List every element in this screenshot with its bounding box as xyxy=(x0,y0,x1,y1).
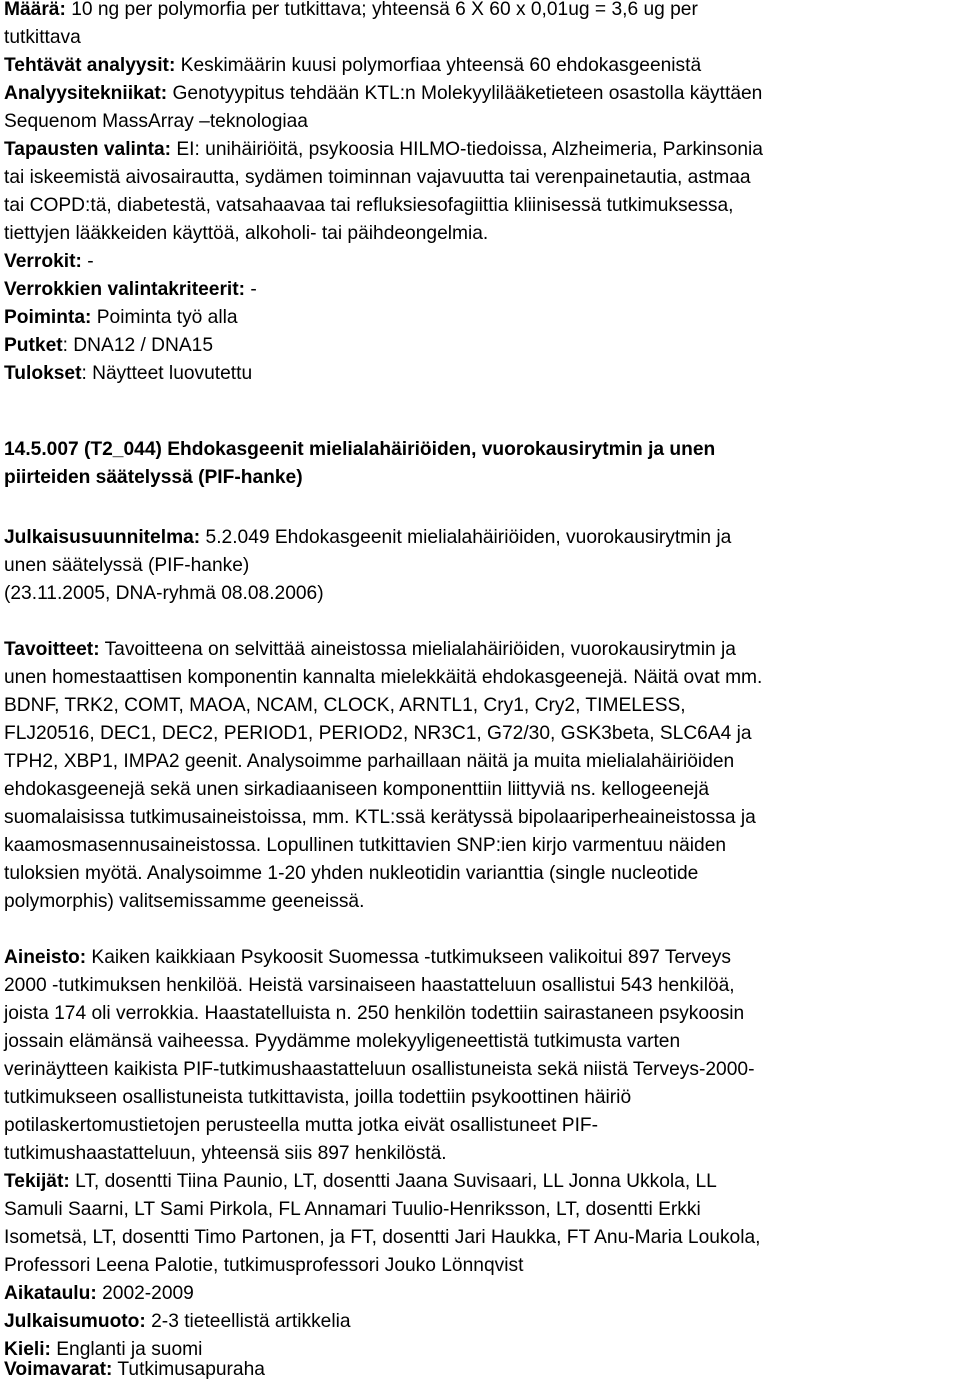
analyysi-text: Genotyypitus tehdään KTL:n Molekyylilääketieteen osastolla käyttäen xyxy=(167,83,763,104)
poiminta-line xyxy=(4,304,238,332)
aineisto-line xyxy=(4,944,731,972)
aineisto-line-5: verinäytteen kaikista PIF-tutkimushaastatteluun osallistuneista sekä niistä Terveys-2000- xyxy=(4,1059,755,1080)
verrokkien-line xyxy=(4,276,257,304)
tavoitteet-line-4: FLJ20516, DEC1, DEC2, PERIOD1, PERIOD2, NR3C1, G72/30, GSK3beta, SLC6A4 ja xyxy=(4,723,752,744)
aineisto-line-3: joista 174 oli verrokkia. Haastatelluista n. 250 henkilön todettiin sairastaneen psykoosin xyxy=(4,1003,745,1024)
aineisto-line-8: tutkimushaastatteluun, yhteensä siis 897 henkilöstä. xyxy=(4,1143,447,1164)
tavoitteet-line-2: unen homestaattisen komponentin kannalta mielekkäitä ehdokasgeenejä. Näitä ovat mm. xyxy=(4,667,763,688)
aineisto-label: Aineisto: xyxy=(4,947,87,968)
verrokit-line xyxy=(4,248,94,276)
tavoitteet-line-5: TPH2, XBP1, IMPA2 geenit. Analysoimme parhaillaan näitä ja muita mielialahäiriöiden xyxy=(4,751,735,772)
tekijat-line-3: Isometsä, LT, dosentti Timo Partonen, ja FT, dosentti Jari Haukka, FT Anu-Maria Loukola, xyxy=(4,1227,761,1248)
tekijat-label: Tekijät: xyxy=(4,1171,70,1192)
tavoitteet-line-6: ehdokasgeenejä sekä unen sirkadiaaniseen komponenttiin liittyviä ns. kellogeenejä xyxy=(4,779,710,800)
tavoitteet-label: Tavoitteet: xyxy=(4,639,100,660)
section-heading-line-1: 14.5.007 (T2_044) Ehdokasgeenit mielialahäiriöiden, vuorokausirytmin ja unen xyxy=(4,439,716,460)
tekijat-line-2: Samuli Saarni, LT Sami Pirkola, FL Annamari Tuulio-Henriksson, LT, dosentti Erkki xyxy=(4,1199,701,1220)
julkaisumuoto-label: Julkaisumuoto: xyxy=(4,1311,146,1332)
aineisto-text: Kaiken kaikkiaan Psykoosit Suomessa -tutkimukseen valikoitui 897 Terveys xyxy=(86,947,731,968)
aineisto-line-7: potilaskertomustietojen perusteella mutta jotka eivät osallistuneet PIF- xyxy=(4,1115,599,1136)
tehtavat-line xyxy=(4,52,701,80)
poiminta-text: Poiminta työ alla xyxy=(91,307,238,328)
tehtavat-text: Keskimäärin kuusi polymorfiaa yhteensä 60 ehdokasgeenistä xyxy=(175,55,702,76)
tavoitteet-line-7: suomalaisissa tutkimusaineistoissa, mm. KTL:ssä kerätyssä bipolaariperheaineistossa ja xyxy=(4,807,756,828)
aikataulu-label: Aikataulu: xyxy=(4,1283,97,1304)
tapausten-line-3: tai COPD:tä, diabetestä, vatsahaavaa tai refluksiesofagiittia kliinisessä tutkimuksessa, xyxy=(4,195,734,216)
tapausten-line xyxy=(4,136,763,164)
aikataulu-line xyxy=(4,1280,194,1308)
tehtavat-label: Tehtävät analyysit: xyxy=(4,55,176,76)
tulokset-text: : Näytteet luovutettu xyxy=(81,363,253,384)
verrokit-text: - xyxy=(81,251,94,272)
section-heading-line-2: piirteiden säätelyssä (PIF-hanke) xyxy=(4,467,303,488)
tavoitteet-line-8: kaamosmasennusaineistossa. Lopullinen tutkittavien SNP:ien kirjo varmentuu näiden xyxy=(4,835,727,856)
putket-label: Putket xyxy=(4,335,63,356)
tavoitteet-line xyxy=(4,636,736,664)
tekijat-line-4: Professori Leena Palotie, tutkimusprofessori Jouko Lönnqvist xyxy=(4,1255,524,1276)
tekijat-line xyxy=(4,1168,717,1196)
analyysi-label: Analyysitekniikat: xyxy=(4,83,168,104)
tavoitteet-line-10: polymorphis) valitsemissamme geeneissä. xyxy=(4,891,365,912)
tavoitteet-line-9: tuloksien myötä. Analysoimme 1-20 yhden nukleotidin varianttia (single nucleotide xyxy=(4,863,699,884)
voimavarat-text: Tutkimusapuraha xyxy=(112,1359,265,1380)
analyysi-line xyxy=(4,80,762,108)
maara-line xyxy=(4,0,698,24)
tavoitteet-text: Tavoitteena on selvittää aineistossa mielialahäiriöiden, vuorokausirytmin ja xyxy=(99,639,736,660)
julkaisusuunnitelma-line xyxy=(4,524,731,552)
kieli-label: Kieli: xyxy=(4,1339,51,1360)
putket-line xyxy=(4,332,213,360)
tavoitteet-line-3: BDNF, TRK2, COMT, MAOA, NCAM, CLOCK, ARNTL1, Cry1, Cry2, TIMELESS, xyxy=(4,695,686,716)
aikataulu-text: 2002-2009 xyxy=(96,1283,194,1304)
verrokit-label: Verrokit: xyxy=(4,251,82,272)
verrokkien-text: - xyxy=(245,279,257,300)
julkaisumuoto-line xyxy=(4,1308,351,1336)
tulokset-label: Tulokset xyxy=(4,363,82,384)
julkaisusuunnitelma-line-3: (23.11.2005, DNA-ryhmä 08.08.2006) xyxy=(4,583,324,604)
julkaisusuunnitelma-label: Julkaisusuunnitelma: xyxy=(4,527,201,548)
maara-label: Määrä: xyxy=(4,0,66,20)
voimavarat-label: Voimavarat: xyxy=(4,1359,113,1380)
analyysi-cont: Sequenom MassArray –teknologiaa xyxy=(4,111,308,132)
julkaisusuunnitelma-line-2: unen säätelyssä (PIF-hanke) xyxy=(4,555,250,576)
tekijat-text: LT, dosentti Tiina Paunio, LT, dosentti Jaana Suvisaari, LL Jonna Ukkola, LL xyxy=(69,1171,717,1192)
julkaisumuoto-text: 2-3 tieteellistä artikkelia xyxy=(145,1311,351,1332)
aineisto-line-4: jossain elämänsä vaiheessa. Pyydämme molekyyligeneettistä tutkimusta varten xyxy=(4,1031,681,1052)
kieli-text: Englanti ja suomi xyxy=(50,1339,203,1360)
tapausten-line-2: tai iskeemistä aivosairautta, sydämen toiminnan vajavuutta tai verenpainetautia, astmaa xyxy=(4,167,751,188)
tapausten-label: Tapausten valinta: xyxy=(4,139,172,160)
tapausten-text: EI: unihäiriöitä, psykoosia HILMO-tiedoissa, Alzheimeria, Parkinsonia xyxy=(171,139,763,160)
julkaisusuunnitelma-text: 5.2.049 Ehdokasgeenit mielialahäiriöiden, vuorokausirytmin ja xyxy=(200,527,732,548)
verrokkien-label: Verrokkien valintakriteerit: xyxy=(4,279,246,300)
aineisto-line-2: 2000 -tutkimuksen henkilöä. Heistä varsinaiseen haastatteluun osallistui 543 henkilöä, xyxy=(4,975,735,996)
tapausten-line-4: tiettyjen lääkkeiden käyttöä, alkoholi- tai päihdeongelmia. xyxy=(4,223,489,244)
tulokset-line xyxy=(4,360,252,388)
voimavarat-line xyxy=(4,1356,265,1384)
maara-text: 10 ng per polymorfia per tutkittava; yhteensä 6 X 60 x 0,01ug = 3,6 ug per xyxy=(65,0,698,20)
aineisto-line-6: tutkimukseen osallistuneista tutkittavista, joilla todettiin psykoottinen häiriö xyxy=(4,1087,632,1108)
putket-text: : DNA12 / DNA15 xyxy=(62,335,214,356)
poiminta-label: Poiminta: xyxy=(4,307,92,328)
maara-cont: tutkittava xyxy=(4,27,81,48)
